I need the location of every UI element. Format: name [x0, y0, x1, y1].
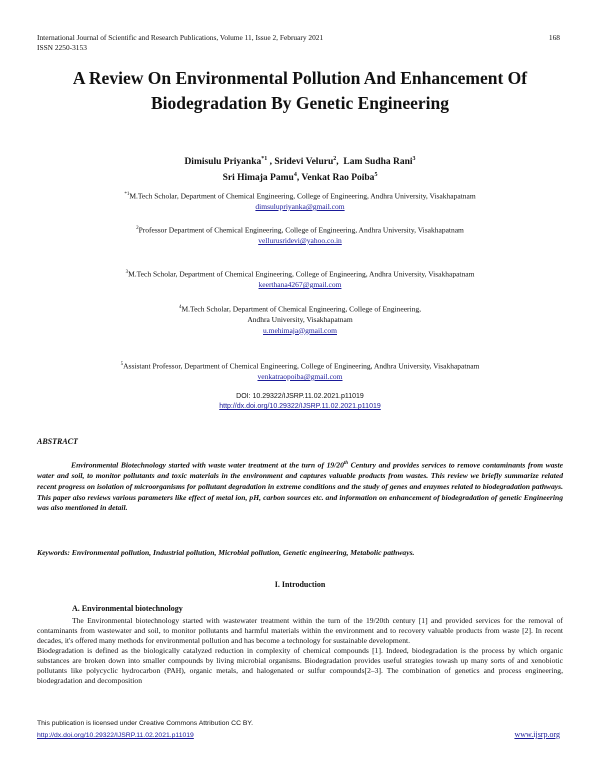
subsection-heading: A. Environmental biotechnology: [72, 604, 183, 613]
author-4-sup: 4: [293, 172, 297, 179]
author-5-sup: 5: [374, 172, 378, 179]
affiliation-2: [40, 224, 560, 247]
doi-link[interactable]: http://dx.doi.org/10.29322/IJSRP.11.02.2021.p11019: [219, 403, 381, 410]
affiliation-3-text: M.Tech Scholar, Department of Chemical Engineering, College of Engineering, Andhra University, Visakhapatnam: [128, 269, 475, 279]
doi-block: [40, 392, 560, 412]
abstract-body: [37, 459, 563, 514]
paragraph-1: The Environmental biotechnology started with wastewater treatment within the turn of the 19/20th century [1] and provided services for the removal of contaminants from wastewater and soil, to monitor pollutants and harmful materials within the environment and to recovery valuable products from waste [2]. In recent decades, it's offered many methods for environmental pollution and has become a technology for sustainable development.: [37, 616, 563, 645]
keywords: Keywords: Environmental pollution, Industrial pollution, Microbial pollution, Genetic engineering, Metabolic pathways.: [37, 548, 415, 557]
license-text: This publication is licensed under Creative Commons Attribution CC BY.: [37, 720, 253, 727]
author-1: Dimisulu Priyanka: [184, 157, 262, 168]
affiliation-4-text: M.Tech Scholar, Department of Chemical Engineering, College of Engineering,: [181, 304, 422, 314]
author-1-sup: *1: [261, 156, 268, 162]
paragraph-2: Biodegradation is defined as the biologically catalyzed reduction in complexity of chemical compounds [1]. Indeed, biodegradation is the process by which organic substances are broken down into smaller compounds by living microbial organisms. Biodegradation provides useful strategies towash up many sorts of and xenobiotic pollutants like polycyclic hydrocarbon (PAH), organic metals, and halogenated or sulfur compounds[2–3]. The combination of genetics and process engineering, biodegradation and decomposition: [37, 646, 563, 685]
affiliation-4-text2: Andhra University, Visakhapatnam: [247, 315, 353, 324]
email-link-1[interactable]: dimsulupriyanka@gmail.com: [255, 202, 345, 211]
affiliation-5: [40, 360, 560, 383]
affiliation-1-sup: *1: [124, 192, 130, 197]
author-list: Dimisulu Priyanka$^{*1}$ , Sridevi Veluru$^2$, Lam Sudha Rani$^3$ Sri Himaja Pamu$^4$, Venkat Rao Poiba$^5$: [184, 156, 416, 184]
abstract-sup: th: [343, 461, 349, 466]
affiliation-4: [40, 303, 560, 336]
abstract-text-1: Environmental Biotechnology started with waste water treatment at the turn of 19/20: [71, 460, 344, 470]
journal-website-link[interactable]: www.ijsrp.org: [514, 730, 560, 739]
affiliation-2-text: Professor Department of Chemical Engineering, College of Engineering, Andhra University, Visakhapatnam: [138, 225, 464, 235]
email-link-3[interactable]: keerthana4267@gmail.com: [258, 280, 342, 289]
affiliation-1: [40, 190, 560, 213]
author-4: Sri Himaja Pamu: [222, 173, 294, 184]
email-link-4[interactable]: u.mehimaja@gmail.com: [263, 325, 337, 335]
author-5: Venkat Rao Poiba: [301, 173, 375, 184]
author-3-sup: 3: [412, 156, 416, 162]
abstract-text-2: Century and provides services to remove contaminants from waste water and soil, to monitor pollutants and toxic materials in the environment and captures valuable products from wastes. This review we briefly summarize related recent progress on isolation of microorganisms for pollutant degradation in extreme conditions and the study of genes and enzymes related to biodegradation pathways. This paper also reviews various parameters like effect of metal ion, pH, carbon sources etc. and information on enhancement of biodegradation of genetic Engineering was also mentioned in detail.: [37, 460, 563, 513]
affiliation-2-sup: 2: [136, 226, 139, 231]
page-footer: [37, 718, 253, 742]
issn: ISSN 2250-3153: [37, 42, 87, 52]
affiliation-3-sup: 3: [125, 270, 129, 275]
page-number: 168: [548, 33, 560, 42]
affiliation-5-sup: 5: [120, 362, 124, 367]
running-header: [37, 33, 323, 52]
affiliation-1-text: M.Tech Scholar, Department of Chemical Engineering, College of Engineering, Andhra University, Visakhapatnam: [129, 191, 476, 201]
affiliation-5-text: Assistant Professor, Department of Chemical Engineering, College of Engineering, Andhra University, Visakhapatnam: [123, 361, 480, 371]
email-link-5[interactable]: venkatraopoiba@gmail.com: [257, 372, 343, 381]
doi-text: DOI: 10.29322/IJSRP.11.02.2021.p11019: [236, 393, 364, 400]
journal-name: International Journal of Scientific and Research Publications, Volume 11, Issue 2, February 2021: [37, 33, 324, 42]
section-heading: I. Introduction: [274, 580, 326, 589]
abstract-heading: ABSTRACT: [37, 437, 78, 446]
author-2-sup: 2: [333, 156, 337, 162]
body-text: [37, 616, 563, 686]
affiliation-4-sup: 4: [178, 305, 182, 310]
paper-title: A Review On Environmental Pollution And Enhancement Of Biodegradation By Genetic Engineering: [72, 68, 528, 113]
affiliation-3: [40, 268, 560, 291]
email-link-2[interactable]: vellurusridevi@yahoo.co.in: [258, 236, 342, 245]
author-3: Lam Sudha Rani: [343, 157, 413, 168]
footer-doi-link[interactable]: http://dx.doi.org/10.29322/IJSRP.11.02.2021.p11019: [37, 732, 194, 739]
author-2: Sridevi Veluru: [274, 157, 334, 168]
